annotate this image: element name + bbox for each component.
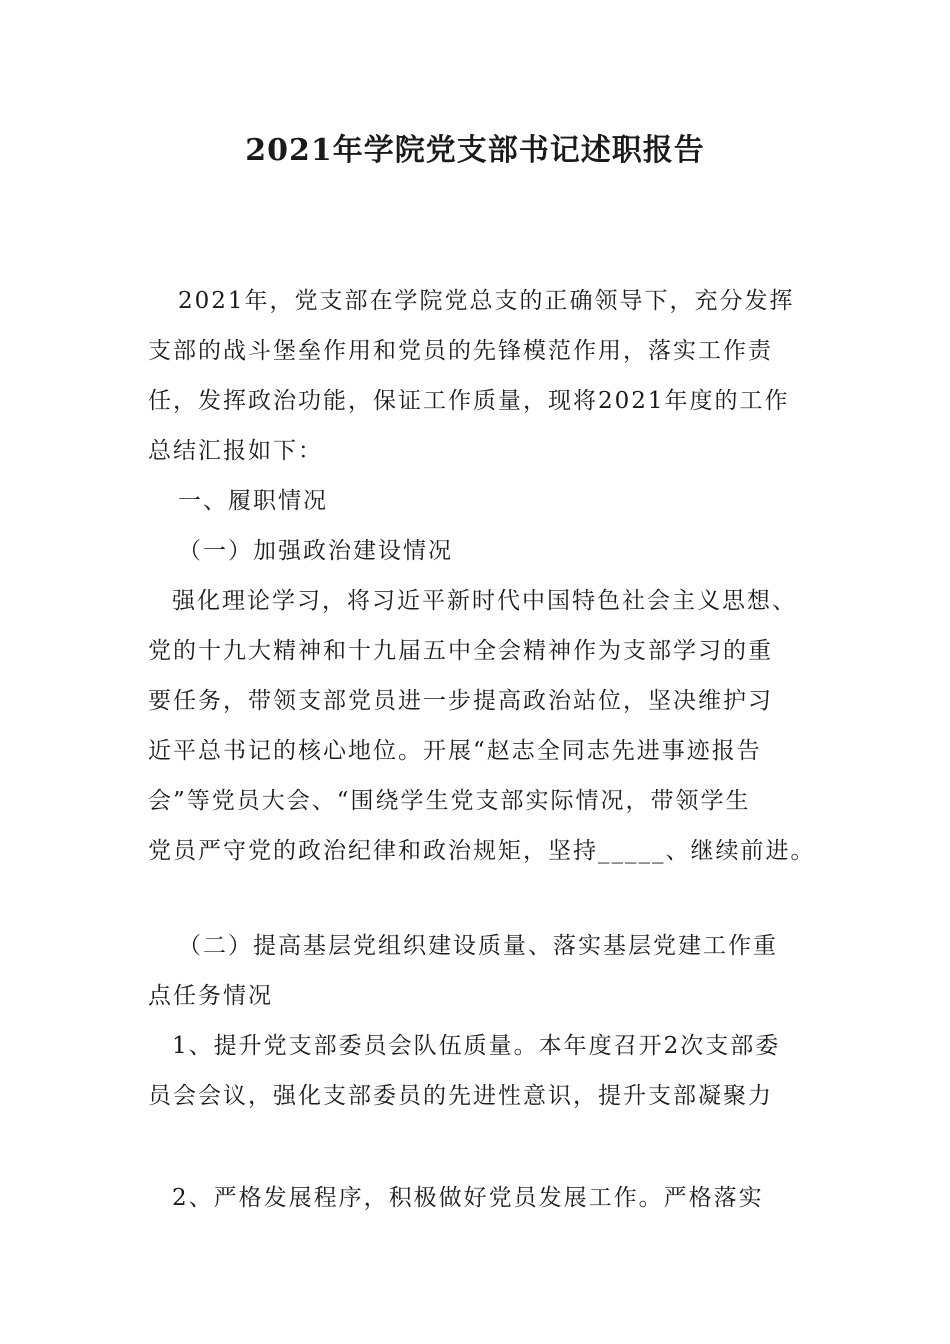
paragraph-line: 任，发挥政治功能，保证工作质量，现将2021年度的工作 <box>148 388 790 414</box>
paragraph-line: 会”等党员大会、“围绕学生党支部实际情况，带领学生 <box>148 788 751 814</box>
paragraph-line: 党员严守党的政治纪律和政治规矩，坚持_____、继续前进。 <box>148 838 816 864</box>
subsection-heading: （二）提高基层党组织建设质量、落实基层党建工作重 <box>178 933 778 959</box>
paragraph-line: 2021年，党支部在学院党总支的正确领导下，充分发挥 <box>178 288 795 314</box>
paragraph-gap <box>148 1121 828 1173</box>
document-body <box>148 276 828 1223</box>
paragraph-line: 支部的战斗堡垒作用和党员的先锋模范作用，落实工作责 <box>148 338 773 364</box>
list-item-cont: 员会会议，强化支部委员的先进性意识，提升支部凝聚力 <box>148 1083 773 1109</box>
subsection-heading-cont: 点任务情况 <box>148 983 273 1009</box>
document-title: 2021年学院党支部书记述职报告 <box>245 133 705 168</box>
paragraph-line: 要任务，带领支部党员进一步提高政治站位，坚决维护习 <box>148 688 773 714</box>
paragraph-line: 总结汇报如下： <box>148 438 323 464</box>
paragraph-line: 党的十九大精神和十九届五中全会精神作为支部学习的重 <box>148 638 773 664</box>
paragraph-line: 近平总书记的核心地位。开展“赵志全同志先进事迹报告 <box>148 738 762 764</box>
paragraph-line: 强化理论学习，将习近平新时代中国特色社会主义思想、 <box>172 588 797 614</box>
list-item: 1、提升党支部委员会队伍质量。本年度召开2次支部委 <box>172 1033 781 1059</box>
list-item: 2、严格发展程序，积极做好党员发展工作。严格落实 <box>172 1185 764 1211</box>
subsection-heading: （一）加强政治建设情况 <box>178 538 453 564</box>
section-heading: 一、履职情况 <box>178 488 328 514</box>
paragraph-gap <box>148 876 828 921</box>
